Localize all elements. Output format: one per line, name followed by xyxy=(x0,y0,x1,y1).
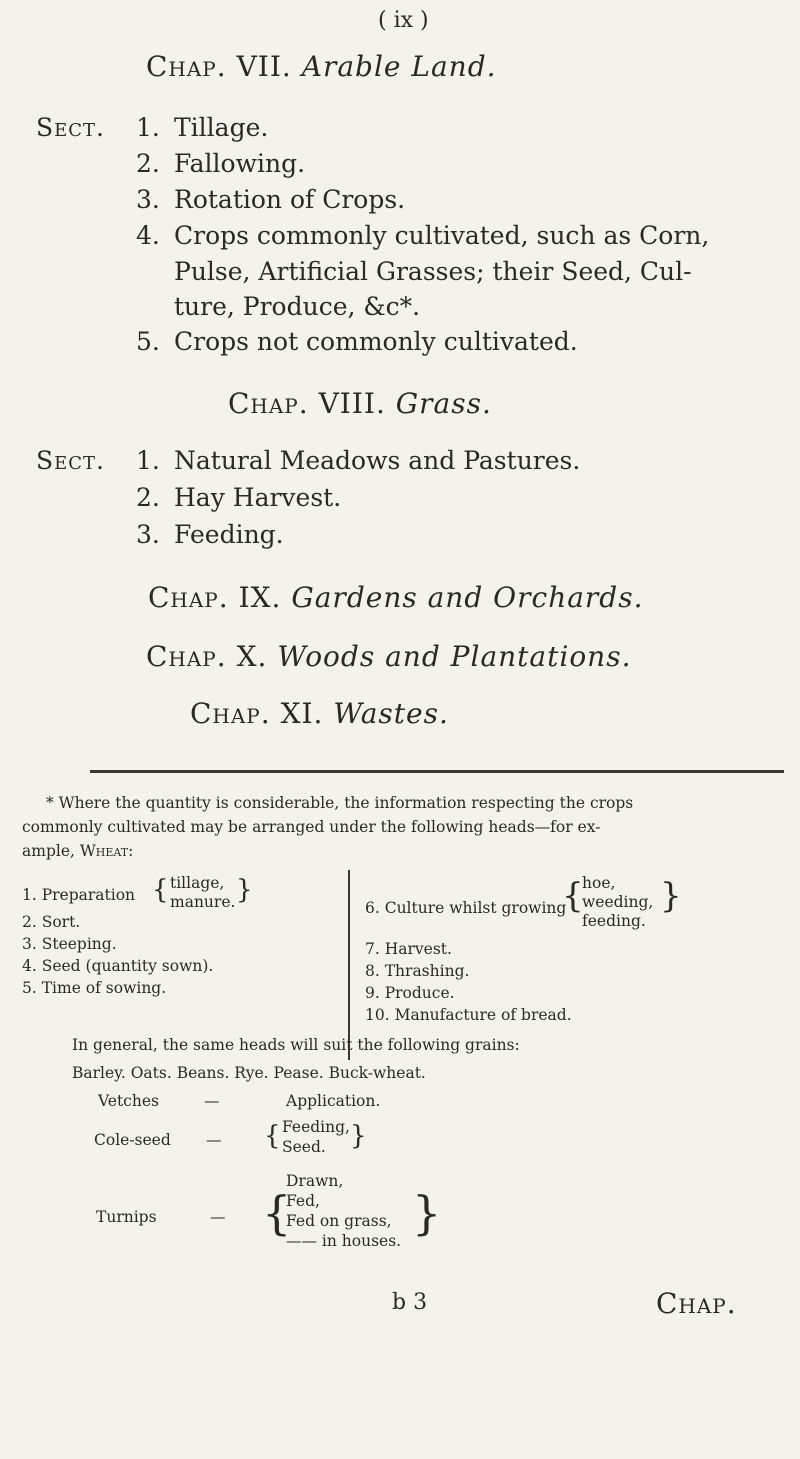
chapter-7-item-4-cont-2: ture, Produce, &c*. xyxy=(174,292,421,321)
chapter-8-label: Chap. VIII. xyxy=(228,387,386,420)
chapter-7-sect-label: Sect. xyxy=(36,113,105,142)
chapter-8-sect-label: Sect. xyxy=(36,446,105,475)
head-6-label: 6. Culture whilst growing xyxy=(365,899,567,917)
chapter-10-heading xyxy=(146,640,631,673)
head-9: 9. Produce. xyxy=(365,984,455,1002)
chapter-11-label: Chap. XI. xyxy=(190,697,324,730)
chapter-7-item-5: 5. Crops not commonly cultivated. xyxy=(136,327,578,356)
vetches-dash: — xyxy=(204,1092,220,1110)
wheat-word: Wheat: xyxy=(79,842,134,860)
chapter-7-label: Chap. VII. xyxy=(146,50,292,83)
footnote-rule xyxy=(90,770,784,773)
head-6-sub-3: feeding. xyxy=(582,912,646,930)
chapter-7-item-3: 3. Rotation of Crops. xyxy=(136,185,406,214)
general-note: In general, the same heads will suit the following grains: xyxy=(72,1036,520,1054)
head-7: 7. Harvest. xyxy=(365,940,452,958)
head-6-sub-2: weeding, xyxy=(582,893,654,911)
chapter-9-label: Chap. IX. xyxy=(148,581,282,614)
head-1-sub-2: manure. xyxy=(170,893,236,911)
chapter-10-title: Woods and Plantations. xyxy=(277,640,632,673)
brace-open-icon-2: { xyxy=(562,876,584,916)
chapter-7-item-4: 4. Crops commonly cultivated, such as Corn, xyxy=(136,221,710,250)
head-8: 8. Thrashing. xyxy=(365,962,470,980)
turnips-sub-1: Drawn, xyxy=(286,1172,344,1190)
brace-open-icon-4: { xyxy=(262,1186,292,1240)
head-10: 10. Manufacture of bread. xyxy=(365,1006,572,1024)
head-3: 3. Steeping. xyxy=(22,935,117,953)
chapter-7-item-4-cont-1: Pulse, Artificial Grasses; their Seed, Cul- xyxy=(174,257,692,286)
turnips-label: Turnips xyxy=(96,1208,157,1226)
brace-open-icon: { xyxy=(152,875,169,905)
chapter-11-heading xyxy=(190,697,449,730)
grains-list: Barley. Oats. Beans. Rye. Pease. Buck-wheat. xyxy=(72,1064,426,1082)
signature-mark: b 3 xyxy=(392,1290,428,1315)
chapter-8-heading xyxy=(228,387,492,420)
footnote-line-3: ample, Wheat: xyxy=(22,842,134,860)
coleseed-sub-1: Feeding, xyxy=(282,1118,350,1136)
brace-close-icon-4: } xyxy=(412,1186,442,1240)
head-1-sub-1: tillage, xyxy=(170,874,225,892)
column-divider xyxy=(348,870,350,1060)
chapter-8-item-2: 2. Hay Harvest. xyxy=(136,483,342,512)
brace-close-icon-2: } xyxy=(660,876,682,916)
chapter-9-heading xyxy=(148,581,644,614)
turnips-sub-3: Fed on grass, xyxy=(286,1212,392,1230)
chapter-7-heading xyxy=(146,50,497,83)
footnote-line-2: commonly cultivated may be arranged under the following heads—for ex- xyxy=(22,818,601,836)
head-1-label: 1. Preparation xyxy=(22,886,136,904)
footnote-line-1: * Where the quantity is considerable, the information respecting the crops xyxy=(46,794,634,812)
brace-open-icon-3: { xyxy=(264,1121,281,1151)
chapter-8-item-1: 1. Natural Meadows and Pastures. xyxy=(136,446,581,475)
turnips-sub-2: Fed, xyxy=(286,1192,320,1210)
page-folio: ( ix ) xyxy=(378,8,429,33)
chapter-7-title: Arable Land. xyxy=(301,50,497,83)
chapter-7-item-2: 2. Fallowing. xyxy=(136,149,306,178)
coleseed-sub-2: Seed. xyxy=(282,1138,326,1156)
vetches-label: Vetches xyxy=(98,1092,159,1110)
chapter-9-title: Gardens and Orchards. xyxy=(291,581,644,614)
coleseed-dash: — xyxy=(206,1131,222,1149)
catchword: Chap. xyxy=(656,1287,737,1320)
chapter-7-item-1: 1. Tillage. xyxy=(136,113,269,142)
head-6-sub-1: hoe, xyxy=(582,874,616,892)
coleseed-label: Cole-seed xyxy=(94,1131,171,1149)
chapter-8-title: Grass. xyxy=(395,387,492,420)
head-2: 2. Sort. xyxy=(22,913,81,931)
head-5: 5. Time of sowing. xyxy=(22,979,167,997)
chapter-10-label: Chap. X. xyxy=(146,640,268,673)
turnips-dash: — xyxy=(210,1208,226,1226)
brace-close-icon: } xyxy=(236,875,253,905)
turnips-sub-4: —— in houses. xyxy=(286,1232,402,1250)
chapter-11-title: Wastes. xyxy=(333,697,449,730)
chapter-8-item-3: 3. Feeding. xyxy=(136,520,284,549)
brace-close-icon-3: } xyxy=(350,1121,367,1151)
head-4: 4. Seed (quantity sown). xyxy=(22,957,214,975)
application-label: Application. xyxy=(286,1092,381,1110)
